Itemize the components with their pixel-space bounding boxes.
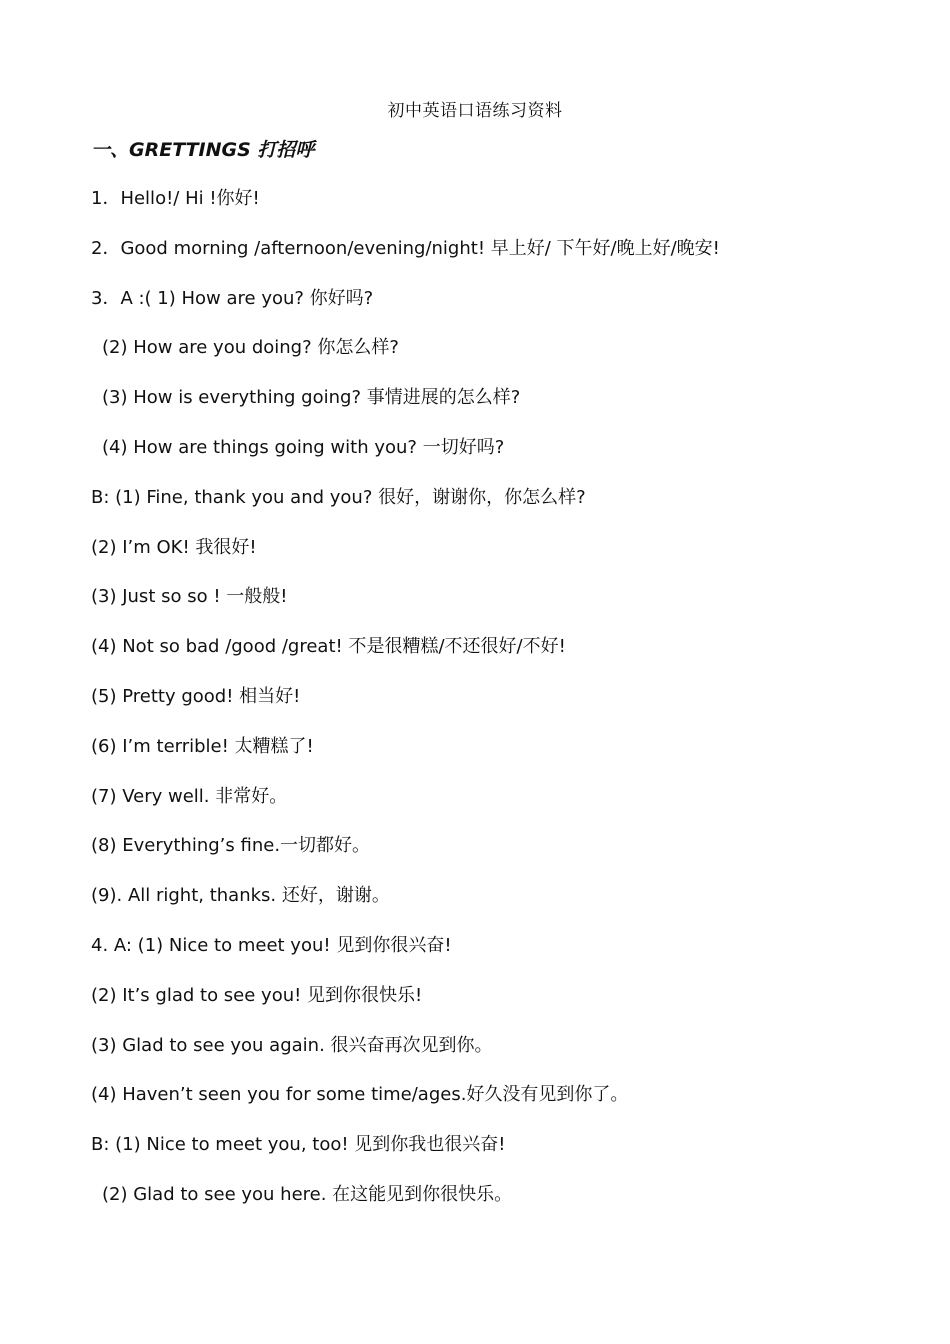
phrase-line: (3) Just so so ! 一般般! — [91, 586, 288, 608]
phrase-line: (2) How are you doing? 你怎么样? — [102, 337, 399, 359]
phrase-line: (2) It’s glad to see you! 见到你很快乐! — [91, 984, 423, 1006]
phrase-line: (2) I’m OK! 我很好! — [91, 536, 257, 558]
phrase-line: (2) Glad to see you here. 在这能见到你很快乐。 — [102, 1183, 513, 1205]
section-heading: 一、GRETTINGS 打招呼 — [91, 139, 315, 161]
phrase-line: 4. A: (1) Nice to meet you! 见到你很兴奋! — [91, 934, 452, 956]
phrase-line: 3．A :( 1) How are you? 你好吗? — [91, 287, 374, 309]
phrase-line: (3) Glad to see you again. 很兴奋再次见到你。 — [91, 1034, 493, 1056]
phrase-line: (4) Not so bad /good /great! 不是很糟糕/不还很好/不好! — [91, 636, 566, 658]
phrase-line: (8) Everything’s fine.一切都好。 — [91, 835, 371, 857]
phrase-line: (6) I’m terrible! 太糟糕了! — [91, 735, 314, 757]
phrase-line: (5) Pretty good! 相当好! — [91, 685, 301, 707]
phrase-list — [91, 187, 891, 1233]
phrase-line: (4) Haven’t seen you for some time/ages.好久没有见到你了。 — [91, 1084, 629, 1106]
phrase-line: (9). All right, thanks. 还好，谢谢。 — [91, 885, 390, 907]
phrase-line: 1．Hello!/ Hi !你好! — [91, 188, 260, 209]
phrase-line: (7) Very well. 非常好。 — [91, 785, 288, 807]
phrase-line: 2．Good morning /afternoon/evening/night! 早上好/ 下午好/晚上好/晚安! — [91, 237, 720, 259]
phrase-line: B: (1) Nice to meet you, too! 见到你我也很兴奋! — [91, 1134, 506, 1156]
phrase-line: B: (1) Fine, thank you and you? 很好，谢谢你，你怎么样? — [91, 486, 586, 508]
phrase-line: (3) How is everything going? 事情进展的怎么样? — [102, 387, 521, 409]
phrase-line: (4) How are things going with you? 一切好吗? — [102, 436, 505, 458]
document-title: 初中英语口语练习资料 — [387, 101, 563, 121]
